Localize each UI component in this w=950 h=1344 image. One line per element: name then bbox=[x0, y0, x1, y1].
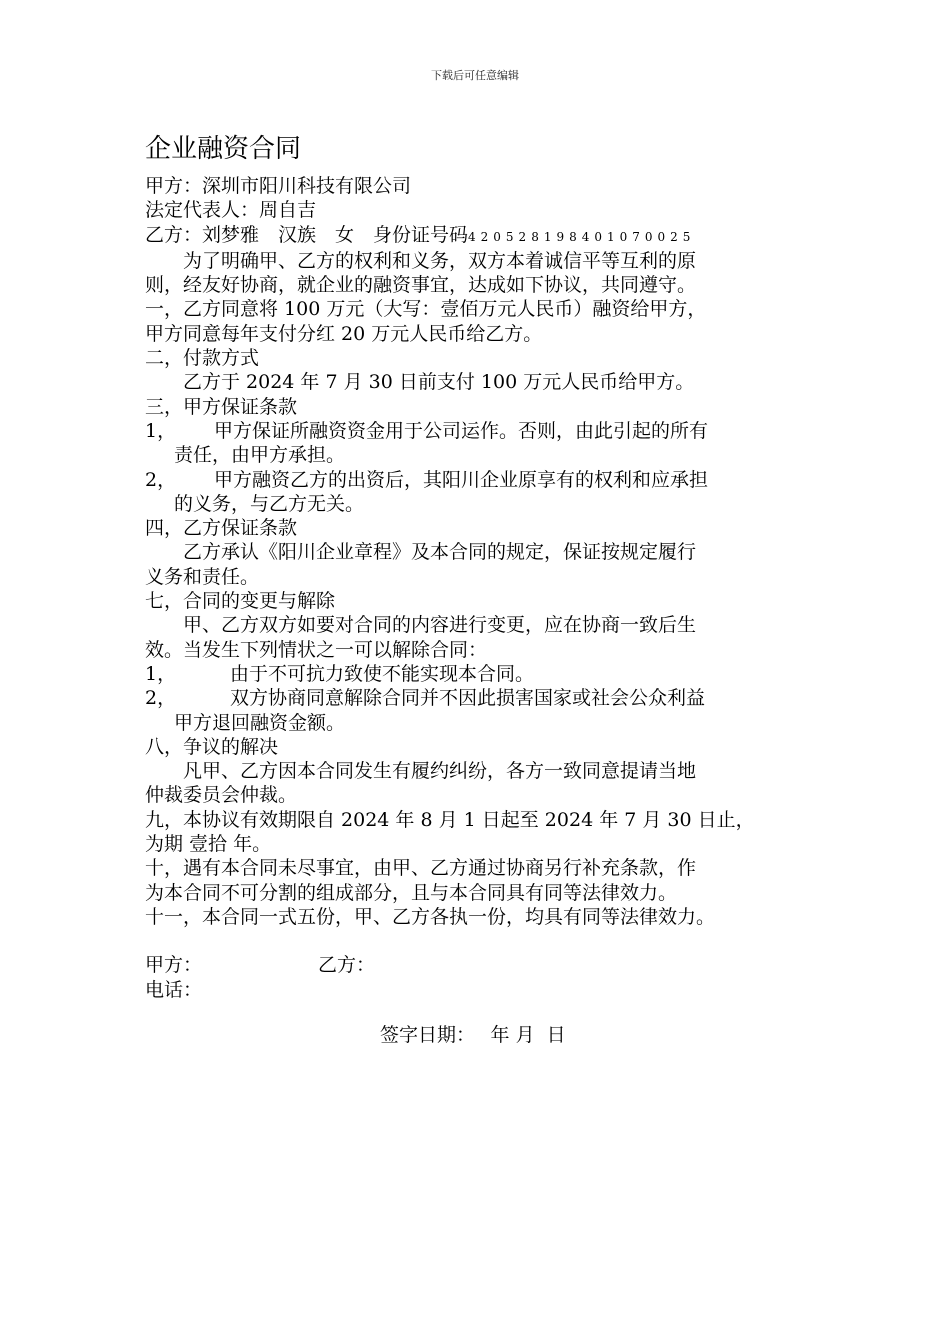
party-b-id-number: 420528198401070025 bbox=[468, 229, 696, 244]
clause-3-item-continuation: 的义务，与乙方无关。 bbox=[174, 492, 365, 515]
spacer bbox=[145, 929, 825, 953]
phone-label: 电话： bbox=[145, 978, 203, 1001]
clause-11-text: 十一，本合同一式五份，甲、乙方各执一份，均具有同等法律效力。 bbox=[145, 905, 716, 928]
clause-9-text: 为期 壹拾 年。 bbox=[145, 833, 272, 856]
clause-3-item bbox=[145, 468, 825, 492]
clause-4-title: 四，乙方保证条款 bbox=[145, 517, 298, 540]
clause-8-text: 仲裁委员会仲裁。 bbox=[145, 784, 298, 807]
clause-10-text: 为本合同不可分割的组成部分，且与本合同具有同等法律效力。 bbox=[145, 881, 678, 904]
clause-4-text: 乙方承认《阳川企业章程》及本合同的规定，保证按规定履行 bbox=[183, 541, 697, 564]
clause-7-text: 甲、乙方双方如要对合同的内容进行变更，应在协商一致后生 bbox=[183, 614, 697, 637]
clause-2-title: 二，付款方式 bbox=[145, 347, 260, 370]
clause-9-text: 九，本协议有效期限自 2024 年 8 月 1 日起至 2024 年 7 月 30 日止， bbox=[145, 808, 755, 831]
item-text: 甲方保证所融资资金用于公司运作。否则，由此引起的所有 bbox=[214, 419, 709, 442]
clause-3-item bbox=[145, 419, 825, 443]
clause-10-text: 十，遇有本合同未尽事宜，由甲、乙方通过协商另行补充条款，作 bbox=[145, 857, 697, 880]
party-a-line: 甲方：深圳市阳川科技有限公司 bbox=[145, 175, 412, 197]
intro-paragraph-line: 为了明确甲、乙方的权利和义务，双方本着诚信平等互利的原 bbox=[183, 249, 697, 272]
header-note: 下载后可任意编辑 bbox=[431, 69, 519, 82]
legal-representative-line: 法定代表人：周自吉 bbox=[145, 199, 317, 222]
intro-paragraph-line: 则，经友好协商，就企业的融资事宜，达成如下协议，共同遵守。 bbox=[145, 274, 697, 297]
clause-3-title: 三，甲方保证条款 bbox=[145, 395, 298, 418]
clause-1-line: 甲方同意每年支付分红 20 万元人民币给乙方。 bbox=[145, 322, 543, 345]
item-text: 双方协商同意解除合同并不因此损害国家或社会公众利益 bbox=[230, 687, 706, 710]
party-b-info: 乙方：刘梦雅 汉族 女 身份证号码 bbox=[145, 223, 469, 246]
party-b-line bbox=[145, 223, 825, 249]
item-number: 1， bbox=[145, 662, 177, 685]
clause-7-item bbox=[145, 662, 825, 686]
clause-2-text: 乙方于 2024 年 7 月 30 日前支付 100 万元人民币给甲方。 bbox=[183, 371, 695, 394]
clause-7-text: 效。当发生下列情状之一可以解除合同： bbox=[145, 638, 488, 661]
item-number: 1， bbox=[145, 419, 177, 442]
clause-7-title: 七，合同的变更与解除 bbox=[145, 590, 336, 613]
clause-1-line: 一，乙方同意将 100 万元（大写：壹佰万元人民币）融资给甲方， bbox=[145, 298, 707, 321]
clause-7-item bbox=[145, 686, 825, 710]
clause-8-title: 八，争议的解决 bbox=[145, 735, 279, 758]
clause-7-item-continuation: 甲方退回融资金额。 bbox=[174, 711, 346, 734]
signature-row bbox=[145, 953, 825, 977]
item-text: 甲方融资乙方的出资后，其阳川企业原享有的权利和应承担 bbox=[214, 468, 709, 491]
item-number: 2， bbox=[145, 687, 177, 710]
party-b-signature-label: 乙方： bbox=[318, 954, 376, 977]
item-text: 由于不可抗力致使不能实现本合同。 bbox=[230, 662, 535, 685]
document-title: 企业融资合同 bbox=[145, 134, 302, 164]
clause-3-item-continuation: 责任，由甲方承担。 bbox=[174, 444, 346, 467]
clause-4-text: 义务和责任。 bbox=[145, 565, 260, 588]
clause-8-text: 凡甲、乙方因本合同发生有履约纠纷，各方一致同意提请当地 bbox=[183, 760, 697, 783]
signature-date-line: 签字日期： 年 月 日 bbox=[380, 1023, 566, 1046]
party-a-signature-label: 甲方： bbox=[145, 954, 203, 977]
item-number: 2， bbox=[145, 468, 177, 491]
contract-body bbox=[145, 132, 825, 1047]
